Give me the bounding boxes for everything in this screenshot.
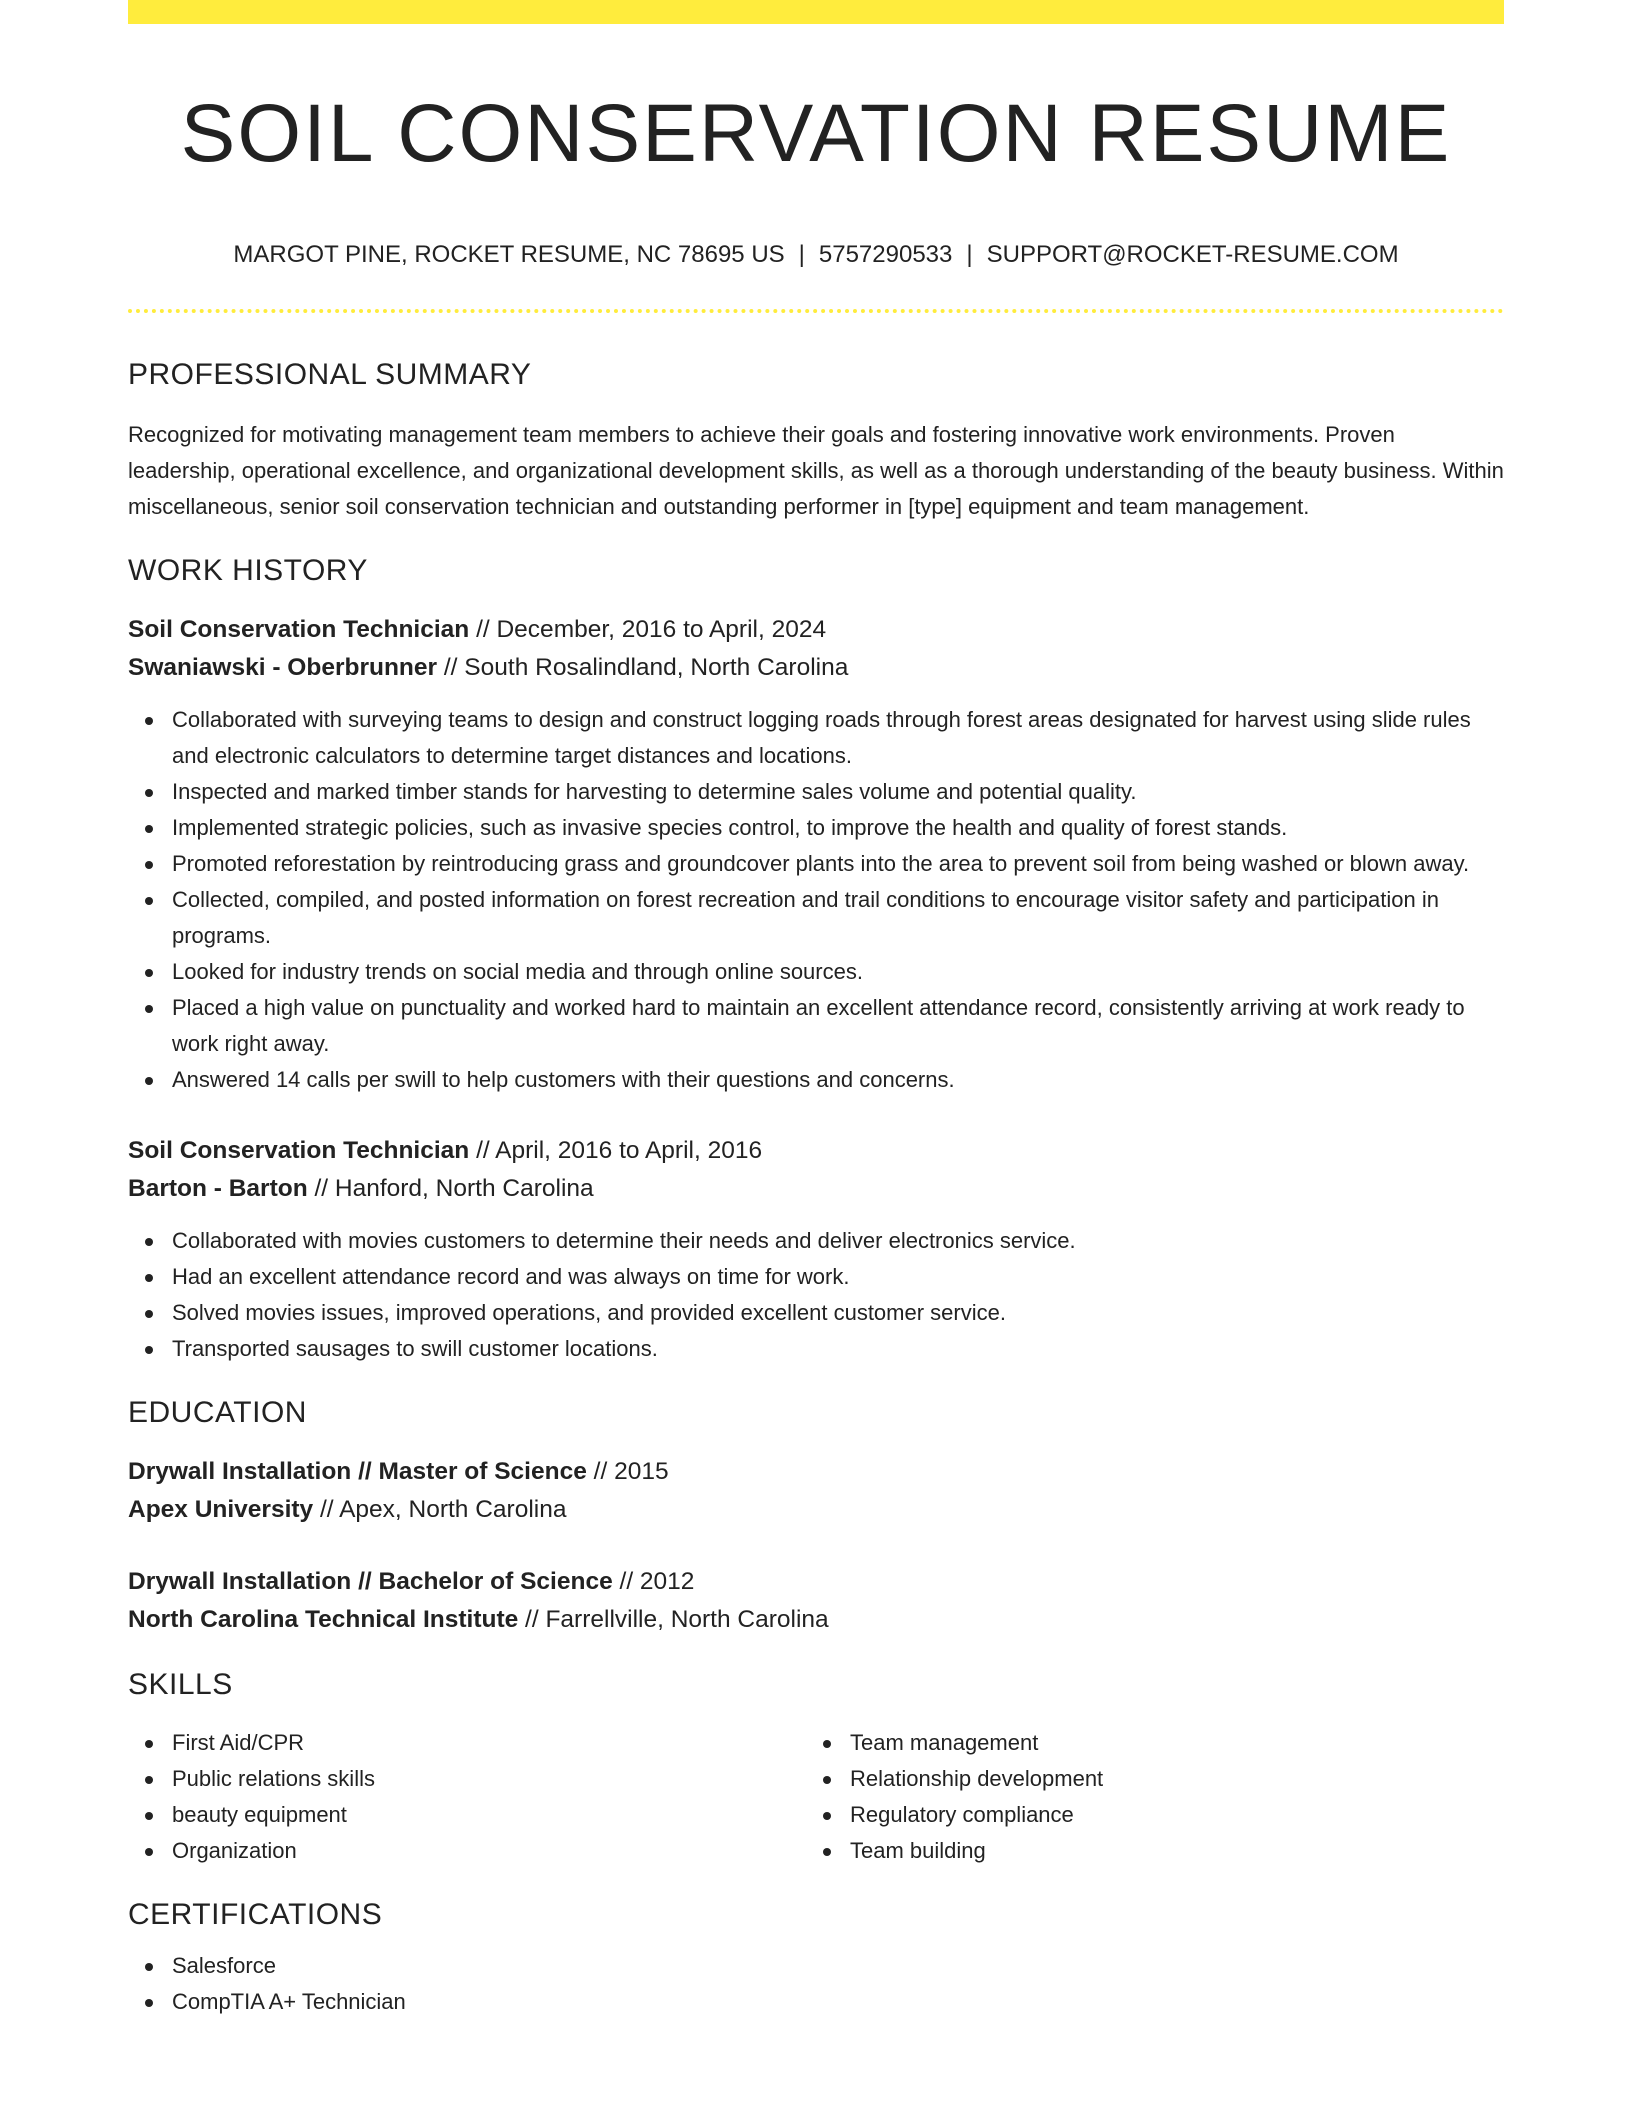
- summary-heading: PROFESSIONAL SUMMARY: [128, 358, 532, 391]
- job-title: Soil Conservation Technician: [128, 1137, 470, 1164]
- job-title: Soil Conservation Technician: [128, 616, 470, 643]
- education-degree-line: [128, 1563, 1504, 1601]
- skill-item: Organization: [128, 1833, 806, 1869]
- list-item: Transported sausages to swill customer locations.: [128, 1331, 1504, 1367]
- education-school-line: [128, 1491, 1504, 1529]
- job-dates: // April, 2016 to April, 2016: [469, 1137, 763, 1164]
- education-degree: Drywall Installation // Bachelor of Science: [128, 1568, 613, 1595]
- skill-item: Public relations skills: [128, 1761, 806, 1797]
- certification-item: Salesforce: [128, 1948, 1504, 1984]
- job-company-line: [128, 649, 1504, 687]
- list-item: Collected, compiled, and posted information on forest recreation and trail conditions to encourage visitor safety and participation in programs.: [128, 882, 1504, 954]
- contact-phone: 5757290533: [818, 241, 953, 268]
- education-heading: EDUCATION: [128, 1396, 307, 1429]
- list-item: Collaborated with surveying teams to design and construct logging roads through forest areas designated for harvest using slide rules and electronic calculators to determine target distances and locations.: [128, 702, 1504, 774]
- skills-grid: [128, 1725, 1504, 1869]
- skill-item: Team management: [806, 1725, 1484, 1761]
- education-year: // 2012: [612, 1568, 695, 1595]
- certifications-list: [128, 1948, 1504, 2020]
- job-bullets: [128, 1223, 1504, 1367]
- certifications-section: [128, 1897, 1504, 2020]
- skills-column-right: [806, 1725, 1484, 1869]
- work-history-section: [128, 553, 1504, 1367]
- job-location: // Hanford, North Carolina: [307, 1175, 594, 1202]
- contact-address: MARGOT PINE, ROCKET RESUME, NC 78695 US: [233, 241, 785, 268]
- job-location: // South Rosalindland, North Carolina: [437, 654, 849, 681]
- job-bullets: [128, 702, 1504, 1098]
- skills-heading: SKILLS: [128, 1668, 233, 1701]
- dotted-divider: [128, 309, 1504, 313]
- education-school: North Carolina Technical Institute: [128, 1606, 519, 1633]
- education-school: Apex University: [128, 1496, 314, 1523]
- job-dates: // December, 2016 to April, 2024: [469, 616, 827, 643]
- resume-page: [128, 0, 1504, 2020]
- resume-title: SOIL CONSERVATION RESUME: [180, 88, 1452, 179]
- list-item: Implemented strategic policies, such as invasive species control, to improve the health and quality of forest stands.: [128, 810, 1504, 846]
- education-year: // 2015: [586, 1458, 669, 1485]
- job-company: Barton - Barton: [128, 1175, 308, 1202]
- job-company: Swaniawski - Oberbrunner: [128, 654, 438, 681]
- certifications-heading: CERTIFICATIONS: [128, 1898, 383, 1931]
- list-item: Had an excellent attendance record and was always on time for work.: [128, 1259, 1504, 1295]
- contact-separator: |: [966, 241, 973, 268]
- summary-text: Recognized for motivating management team members to achieve their goals and fostering innovative work environments. Proven leadership, operational excellence, and organizational development skills, as well as a thorough understanding of the beauty business. Within miscellaneous, senior soil conservation technician and outstanding performer in [type] equipment and team management.: [128, 422, 1504, 519]
- job-title-line: [128, 611, 1504, 649]
- education-location: // Farrellville, North Carolina: [518, 1606, 829, 1633]
- contact-separator: |: [798, 241, 805, 268]
- education-section: [128, 1395, 1504, 1639]
- skill-item: Regulatory compliance: [806, 1797, 1484, 1833]
- certification-item: CompTIA A+ Technician: [128, 1984, 1504, 2020]
- list-item: Inspected and marked timber stands for harvesting to determine sales volume and potential quality.: [128, 774, 1504, 810]
- list-item: Solved movies issues, improved operations, and provided excellent customer service.: [128, 1295, 1504, 1331]
- skill-item: Relationship development: [806, 1761, 1484, 1797]
- contact-line: [128, 240, 1504, 270]
- education-degree-line: [128, 1453, 1504, 1491]
- education-school-line: [128, 1601, 1504, 1639]
- list-item: Promoted reforestation by reintroducing grass and groundcover plants into the area to prevent soil from being washed or blown away.: [128, 846, 1504, 882]
- job-title-line: [128, 1132, 1504, 1170]
- work-history-heading: WORK HISTORY: [128, 554, 368, 587]
- education-location: // Apex, North Carolina: [313, 1496, 567, 1523]
- job-company-line: [128, 1170, 1504, 1208]
- skill-item: First Aid/CPR: [128, 1725, 806, 1761]
- skills-column-left: [128, 1725, 806, 1869]
- list-item: Collaborated with movies customers to determine their needs and deliver electronics service.: [128, 1223, 1504, 1259]
- list-item: Looked for industry trends on social media and through online sources.: [128, 954, 1504, 990]
- list-item: Placed a high value on punctuality and worked hard to maintain an excellent attendance record, consistently arriving at work ready to work right away.: [128, 990, 1504, 1062]
- skills-section: [128, 1667, 1504, 1869]
- list-item: Answered 14 calls per swill to help customers with their questions and concerns.: [128, 1062, 1504, 1098]
- accent-top-bar: [128, 0, 1504, 24]
- education-degree: Drywall Installation // Master of Science: [128, 1458, 587, 1485]
- skill-item: Team building: [806, 1833, 1484, 1869]
- skill-item: beauty equipment: [128, 1797, 806, 1833]
- contact-email: SUPPORT@ROCKET-RESUME.COM: [986, 241, 1399, 268]
